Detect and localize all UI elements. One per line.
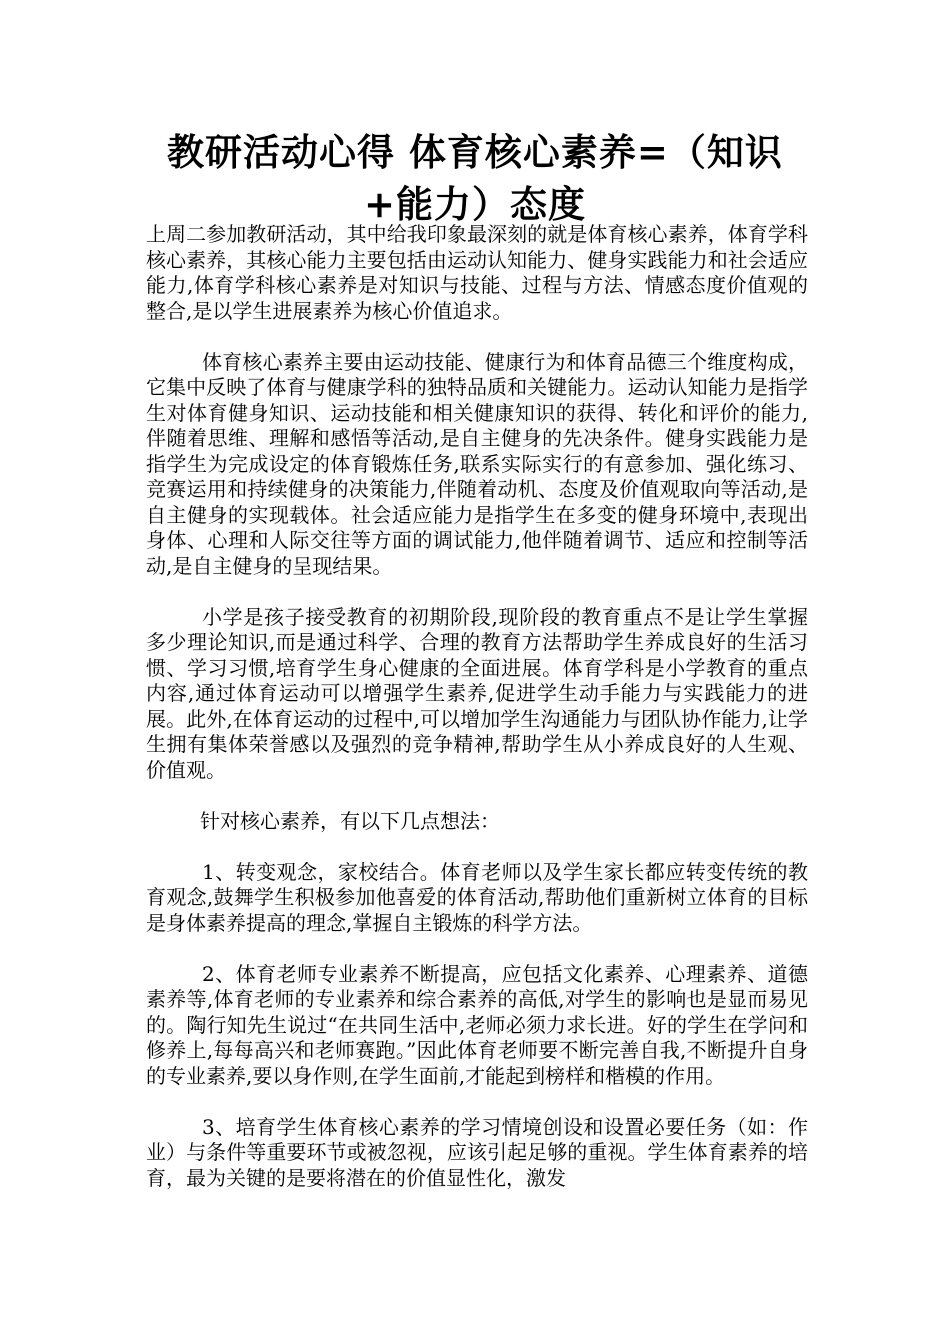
- paragraph-point-1: 1、转变观念，家校结合。体育老师以及学生家长都应转变传统的教育观念,鼓舞学生积极参加他喜爱的体育活动,帮助他们重新树立体育的目标是身体素养提高的理念,掌握自主锻炼的科学方法。: [146, 859, 808, 935]
- document-body: [146, 222, 808, 1217]
- paragraph-core-literacy: 体育核心素养主要由运动技能、健康行为和体育品德三个维度构成，它集中反映了体育与健康学科的独特品质和关键能力。运动认知能力是指学生对体育健身知识、运动技能和相关健康知识的获得、转化和评价的能力,伴随着思维、理解和感悟等活动,是自主健身的先决条件。健身实践能力是指学生为完成设定的体育锻炼任务,联系实际实行的有意参加、强化练习、竞赛运用和持续健身的决策能力,伴随着动机、态度及价值观取向等活动,是自主健身的实现载体。社会适应能力是指学生在多变的健身环境中,表现出身体、心理和人际交往等方面的调试能力,他伴随着调节、适应和控制等活动,是自主健身的呈现结果。: [146, 349, 808, 578]
- document-title: 教研活动心得 体育核心素养=（知识+能力）态度: [167, 130, 783, 226]
- paragraph-primary-school: 小学是孩子接受教育的初期阶段,现阶段的教育重点不是让学生掌握多少理论知识,而是通过科学、合理的教育方法帮助学生养成良好的生活习惯、学习习惯,培育学生身心健康的全面进展。体育学科是小学教育的重点内容,通过体育运动可以增强学生素养,促进学生动手能力与实践能力的进展。此外,在体育运动的过程中,可以增加学生沟通能力与团队协作能力,让学生拥有集体荣誉感以及强烈的竞争精神,帮助学生从小养成良好的人生观、价值观。: [146, 604, 808, 782]
- paragraph-thoughts-heading: 针对核心素养，有以下几点想法：: [200, 808, 500, 833]
- paragraph-point-2: 2、体育老师专业素养不断提高，应包括文化素养、心理素养、道德素养等,体育老师的专业素养和综合素养的高低,对学生的影响也是显而易见的。陶行知先生说过“在共同生活中,老师必须力求长进。好的学生在学问和修养上,每每高兴和老师赛跑。”因此体育老师要不断完善自我,不断提升自身的专业素养,要以身作则,在学生面前,才能起到榜样和楷模的作用。: [146, 961, 808, 1088]
- paragraph-intro: 上周二参加教研活动，其中给我印象最深刻的就是体育核心素养，体育学科核心素养，其核心能力主要包括由运动认知能力、健身实践能力和社会适应能力,体育学科核心素养是对知识与技能、过程与方法、情感态度价值观的整合,是以学生进展素养为核心价值追求。: [146, 222, 808, 323]
- paragraph-point-3: 3、培育学生体育核心素养的学习情境创设和设置必要任务（如：作业）与条件等重要环节或被忽视，应该引起足够的重视。学生体育素养的培育，最为关键的是要将潜在的价值显性化，激发: [146, 1114, 808, 1190]
